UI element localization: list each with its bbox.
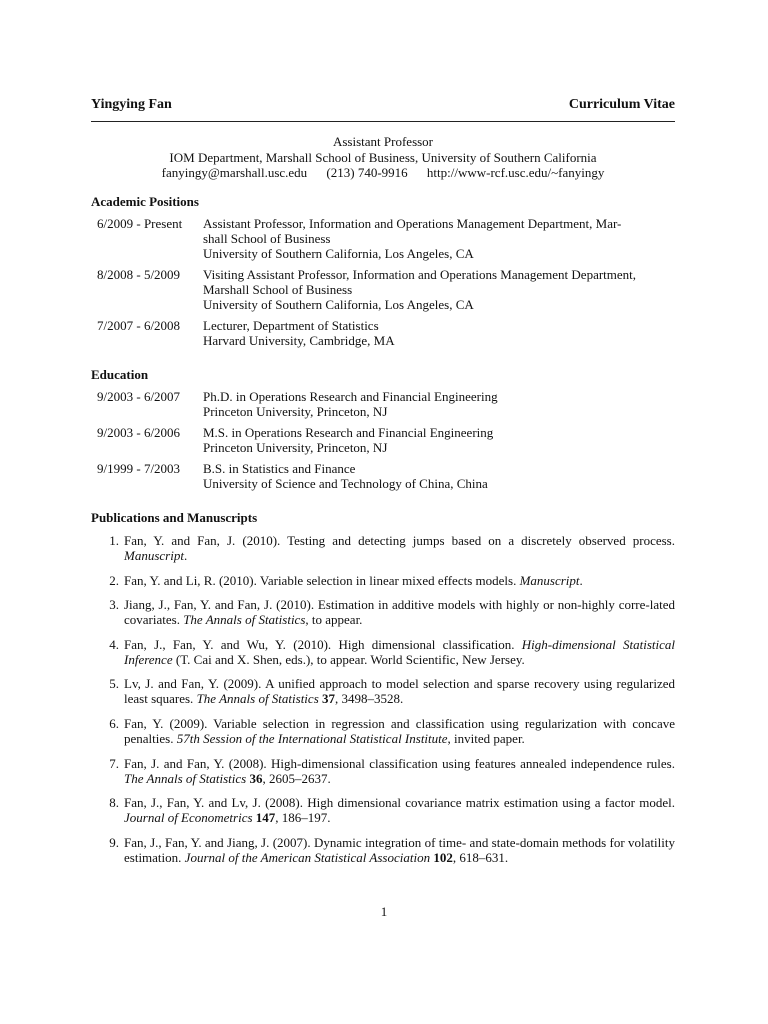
publication-venue: Journal of Econometrics <box>124 810 253 826</box>
position-detail-line: Visiting Assistant Professor, Information and Operations Management Department, <box>203 267 637 282</box>
publication-text: Fan, J., Fan, Y. and Lv, J. (2008). High dimensional covariance matrix estimation using a factor model. <box>124 795 675 811</box>
publication-citation <box>124 597 675 627</box>
position-date: 6/2009 - Present <box>97 216 183 231</box>
education-entry <box>97 461 675 491</box>
publication-item <box>91 573 675 588</box>
page-header <box>91 97 675 112</box>
publication-text: , to appear. <box>305 612 363 628</box>
education-detail-line: Princeton University, Princeton, NJ <box>203 440 388 455</box>
job-title: Assistant Professor <box>332 134 434 149</box>
publication-volume: 36 <box>249 770 263 786</box>
education-entry <box>97 389 675 419</box>
publication-number: 6. <box>109 715 119 731</box>
position-detail-line: Marshall School of Business <box>203 282 353 297</box>
header-rule <box>91 121 675 122</box>
document-title: Curriculum Vitae <box>568 97 675 112</box>
publication-number: 2. <box>109 572 119 588</box>
publication-text: Fan, J. and Fan, Y. (2008). High-dimensional classification using features annealed independence rules. <box>124 755 675 771</box>
publication-text: , 2605–2637. <box>262 770 331 786</box>
education-detail-line: B.S. in Statistics and Finance <box>203 461 356 476</box>
section-heading-publications: Publications and Manuscripts <box>91 510 258 525</box>
education-date: 9/2003 - 6/2006 <box>97 425 181 440</box>
affiliation: IOM Department, Marshall School of Business, University of Southern California <box>169 149 597 165</box>
publication-text: , 618–631. <box>452 849 509 865</box>
education-detail-line: Ph.D. in Operations Research and Financial Engineering <box>203 389 498 404</box>
publication-text: Fan, J., Fan, Y. and Jiang, J. (2007). Dynamic integration of time- and state-domain methods for volatility estimation. <box>124 834 675 865</box>
position-date: 7/2007 - 6/2008 <box>97 318 181 333</box>
publication-citation <box>124 716 675 746</box>
education-detail-line: Princeton University, Princeton, NJ <box>203 404 388 419</box>
section-heading-education: Education <box>91 367 149 382</box>
publication-venue: 57th Session of the International Statistical Institute <box>176 730 448 746</box>
publication-item <box>91 756 675 786</box>
section-heading-academic-positions: Academic Positions <box>91 194 199 209</box>
publication-number: 9. <box>109 834 119 850</box>
publication-item <box>91 835 675 865</box>
education-detail-line: M.S. in Operations Research and Financial Engineering <box>203 425 494 440</box>
education-entry <box>97 425 675 455</box>
publication-citation <box>124 835 675 865</box>
contact-block <box>91 134 675 181</box>
publication-text: Fan, Y. and Li, R. (2010). Variable selection in linear mixed effects models. <box>124 572 520 588</box>
publication-volume: 102 <box>433 849 453 865</box>
publication-number: 7. <box>109 755 119 771</box>
education-list <box>97 389 675 497</box>
publication-number: 3. <box>109 597 119 613</box>
publication-venue: Manuscript <box>519 572 580 588</box>
publication-citation <box>124 676 675 706</box>
publication-citation <box>124 637 675 667</box>
publication-item <box>91 716 675 746</box>
publication-text: . <box>183 548 188 563</box>
publication-number: 5. <box>109 676 119 692</box>
phone-number: (213) 740-9916 <box>326 165 408 180</box>
position-entry <box>97 267 675 312</box>
education-date: 9/2003 - 6/2007 <box>97 389 181 404</box>
publication-item <box>91 676 675 706</box>
publication-text: Jiang, J., Fan, Y. and Fan, J. (2010). Estimation in additive models with highly or non-highly corre-lated covariates. <box>124 597 675 628</box>
position-detail-line: Assistant Professor, Information and Operations Management Department, Mar- <box>203 216 622 231</box>
position-details <box>203 216 675 261</box>
education-detail-line: University of Science and Technology of China, China <box>203 476 488 491</box>
publication-item <box>91 637 675 667</box>
publication-text: , 3498–3528. <box>335 691 404 707</box>
publication-text: Lv, J. and Fan, Y. (2009). A unified approach to model selection and sparse recovery using regularized least squares. <box>124 676 675 707</box>
publication-venue: High-dimensional Statistical Inference <box>124 636 675 667</box>
publication-venue: The Annals of Statistics <box>124 770 247 786</box>
publication-text: Fan, Y. (2009). Variable selection in regression and classification using regularization with concave penalties. <box>124 715 675 746</box>
publication-volume: 147 <box>255 810 276 826</box>
education-details <box>203 425 675 455</box>
publication-number: 4. <box>109 636 119 652</box>
publication-number: 1. <box>109 533 119 548</box>
page-number: 1 <box>380 904 388 919</box>
publications-list <box>91 533 675 874</box>
website-link[interactable]: http://www-rcf.usc.edu/~fanyingy <box>426 165 605 180</box>
position-details <box>203 318 675 348</box>
author-name: Yingying Fan <box>91 97 172 112</box>
contact-line <box>91 165 675 181</box>
publication-item <box>91 533 675 563</box>
publication-citation <box>124 573 675 588</box>
publication-text: Fan, J., Fan, Y. and Wu, Y. (2010). High dimensional classification. <box>124 636 522 652</box>
publication-item <box>91 795 675 825</box>
publication-venue: The Annals of Statistics <box>196 691 319 707</box>
education-details <box>203 461 675 491</box>
position-detail-line: Harvard University, Cambridge, MA <box>203 333 395 348</box>
position-detail-line: University of Southern California, Los Angeles, CA <box>203 297 474 312</box>
publication-citation <box>124 756 675 786</box>
position-entry <box>97 216 675 261</box>
publication-volume: 37 <box>322 691 335 707</box>
position-detail-line: Lecturer, Department of Statistics <box>203 318 379 333</box>
publication-text: , invited paper. <box>447 730 525 746</box>
position-entry <box>97 318 675 348</box>
publication-text: Fan, Y. and Fan, J. (2010). Testing and detecting jumps based on a discretely observed process. <box>124 533 675 548</box>
publication-text: (T. Cai and X. Shen, eds.), to appear. World Scientific, New Jersey. <box>172 651 525 667</box>
education-details <box>203 389 675 419</box>
position-date: 8/2008 - 5/2009 <box>97 267 181 282</box>
email-link[interactable]: fanyingy@marshall.usc.edu <box>161 165 308 180</box>
publication-venue: Journal of the American Statistical Association <box>184 849 431 865</box>
publication-venue: Manuscript <box>124 548 184 563</box>
publication-number: 8. <box>109 795 119 811</box>
position-detail-line: University of Southern California, Los Angeles, CA <box>203 246 474 261</box>
academic-positions-list <box>97 216 675 354</box>
publication-text: , 186–197. <box>275 810 331 826</box>
publication-citation <box>124 533 675 563</box>
position-detail-line: shall School of Business <box>203 231 331 246</box>
position-details <box>203 267 675 312</box>
publication-venue: The Annals of Statistics <box>183 612 306 628</box>
publication-item <box>91 597 675 627</box>
education-date: 9/1999 - 7/2003 <box>97 461 181 476</box>
publication-text: . <box>579 572 583 588</box>
publication-citation <box>124 795 675 825</box>
